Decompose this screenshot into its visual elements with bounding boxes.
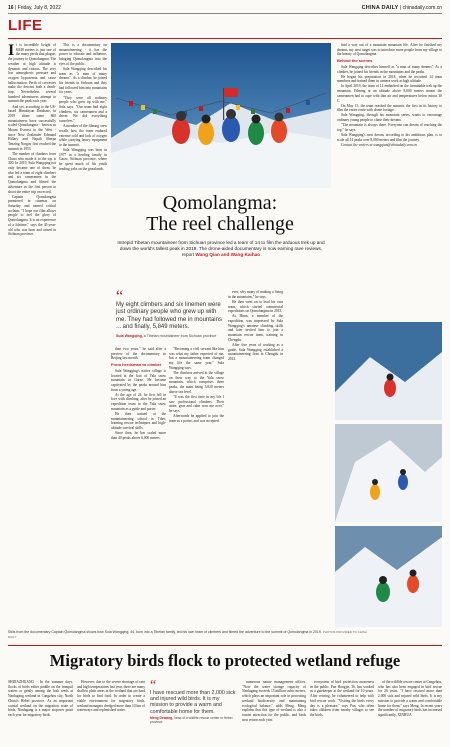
article-paragraph: Sula Wangqing's native village is located at the foot of Yala snow mountain in Garze. He became captivated by the peaks around him from a young age. bbox=[111, 368, 166, 392]
article-paragraph: And yet, according to the US-based Himalayan Database, in 2019 alone some 800 mountaineers have successfully scaled Qomolangma - known as Mount Everest in the West - since New Zealander Edmund Hillary and Nepali Sherpa Tenzing Norgay first reached the summit in 1953. bbox=[8, 104, 56, 151]
second-column-2 bbox=[77, 680, 145, 746]
page-header bbox=[8, 3, 442, 13]
quote-role: head of a wildlife rescue center in Hebei province bbox=[150, 715, 233, 724]
quote-attribution bbox=[150, 716, 238, 724]
article-paragraph: numerous nature management offices. "Now the water storage capacity of Nanlugang exceeds 15 million cubic meters, which plays an important role in protecting wetland biodiversity and maintaining ecological balance," adds Meng. Meng explains that this type of wetland is also a tourist attraction for the public, and birds now return each year. bbox=[242, 680, 306, 722]
quote-text: I have rescued more than 2,000 sick and injured wild birds. It is my mission to provide a warm and comfortable home for them. bbox=[150, 690, 236, 715]
article-paragraph: "The mountain is always there. Everyone can dream of reaching the top," he says. bbox=[337, 123, 442, 132]
page-date: Friday, July 8, 2022 bbox=[17, 5, 61, 11]
page-info: 16 | Friday, July 8, 2022 bbox=[8, 5, 61, 11]
quote-mark-icon: “ bbox=[116, 288, 124, 305]
article-paragraph: He then went on to lead his own team, which started commercial expeditions on Qomolangma in 2013. bbox=[228, 299, 283, 314]
article-paragraph: Afterwards he applied to join the team as a porter, and was accepted. bbox=[169, 414, 224, 423]
header-rule bbox=[8, 13, 442, 14]
article-column-6 bbox=[337, 43, 442, 319]
story-divider bbox=[8, 645, 442, 646]
section-title: LIFE bbox=[8, 17, 43, 34]
article-paragraph: He began his preparation in 2018, when he recruited 14 team members and trained them in camera work at high altitude. bbox=[337, 74, 442, 84]
headline-line-2: The reel challenge bbox=[146, 213, 294, 235]
article-paragraph: SHIJIAZHUANG - In the summer days, flocks of birds either paddle on the tranquil waters or gently among the lush reeds at Nanlugang wetland in Cangzhou city, North China's Hebei province. As an important coastal wetland on the migration route of birds, Nanlugang is a major stopover point each year for migratory birds. bbox=[8, 680, 73, 717]
quote-attribution bbox=[116, 334, 226, 338]
article-paragraph: ecosystem of bird protection awareness in the public. Pan Hongjie, 36, has worked as a gatekeeper at the wetland for 10 years. After retiring, he volunteered to help with bird rescue work. "Visiting the birds every day is a pleasure," says Pan, who often takes children from nearby villages to see the birds. bbox=[310, 680, 374, 717]
climb-photo-1 bbox=[335, 322, 442, 420]
article-paragraph: In April 2019, the team of 14 embarked on the formidable trek up the mountain. Filming at an altitude above 8,000 meters meant the cameramen had to cope with thin air and temperatures below minus 30 C. bbox=[337, 84, 442, 103]
climb-photo-2 bbox=[335, 424, 442, 522]
second-column-4 bbox=[310, 680, 374, 746]
quote-name: Meng Dewang, bbox=[150, 715, 174, 720]
climb-photo-3 bbox=[335, 526, 442, 627]
writer-contact: Contact the writers at wangqian@chinadaily.com.cn bbox=[341, 142, 417, 147]
article-paragraph: A member of the filming crew recalls how the team endured extreme cold and lack of oxygen while carrying heavy equipment to the summit. bbox=[59, 124, 107, 147]
article-paragraph: find a way out of a mountain mountain life. After he finished my dreams, my next target was to introduce more people from my village to the beauty of Qomolangma. bbox=[337, 43, 442, 57]
second-headline: Migratory birds flock to protected wetland refuge bbox=[49, 651, 401, 670]
article-paragraph: However, due to the severe shortage of rain and high temperatures last year, there are many shallow plain areas in the wetland that are hard for birds to find food. In order to create a viable environment for migratory birds, wetland managers dredged more than 10 km of waterways and replenished water. bbox=[77, 680, 145, 713]
subhead: From herdsman to climber bbox=[111, 362, 162, 368]
article-paragraph: Sula Wangqing described his team as "a man of many dreams". As a climber, he joined his friends in Sichuan and they had followed him into mountains for years. bbox=[59, 66, 107, 95]
deck-text: Intrepid Tibetan mountaineer from Sichuan province led a team of 14 to film the arduous trek up and down the world's tallest peak in 2019. The drone-aided documentary is now earning rave reviews, report bbox=[117, 240, 325, 257]
article-paragraph: Since then, he has scaled more than 40 peaks above 6,000 meters. bbox=[111, 431, 166, 440]
deck-authors: Wang Qian and Wang Kaihao bbox=[195, 252, 261, 257]
quote-text: My eight climbers and six linemen were just ordinary people who grew up with me. They had followed me in mountains ... and finally, 5,849 meters. bbox=[116, 302, 222, 331]
summit-photo bbox=[111, 43, 331, 188]
feature-headline bbox=[120, 193, 320, 235]
article-paragraph: At the age of 24, he first fell in love with climbing, after he joined an expedition team to the Yala snow mountain as a guide and porter. bbox=[111, 392, 166, 411]
climb-photo-stack bbox=[335, 322, 442, 627]
article-paragraph: Sula Wangqing's next dream, according to his ambitious plan, is to scale all 14 peaks over 8,000 meters and film the journey. bbox=[337, 133, 442, 142]
article-paragraph: After five years of working as a guide, Sula Wangqing established a mountaineering firm in Chengdu in 2012. bbox=[228, 342, 283, 362]
quote-role: a Tibetan mountaineer from Sichuan province bbox=[143, 333, 217, 338]
website: chinadaily.com.cn bbox=[402, 5, 442, 11]
drop-cap: I bbox=[8, 43, 15, 59]
article-paragraph: The number of climbers from China who made it to the top is 300. In 2019, Sula Wangqing not only became one of them, he also led a team of eight climbers and six cameramen in the Qomolangma and filmed the adventure as the first person to shoot the entire trip on record. bbox=[8, 151, 56, 194]
article-paragraph: of the wildlife rescue center at Cangzhou, who has also been engaged in bird rescue for 26 years. "I have rescued more than 2,000 sick and injured wild birds. It is my mission to provide a warm and comfortable home for them," says Meng. In recent years the number of migratory birds has increased significantly. XINHUA bbox=[378, 680, 442, 717]
masthead: CHINA DAILY | chinadaily.com.cn bbox=[361, 5, 442, 11]
article-paragraph: Sula Wangqing describes himself as "a man of many dreams". As a climber, he joined his friends in the mountains and the peaks. bbox=[337, 64, 442, 74]
second-column-5 bbox=[378, 680, 442, 746]
photo-credit: PHOTOS PROVIDED TO CHINA DAILY bbox=[8, 630, 367, 639]
article-paragraph: As Hima, a member of the expedition, was impressed by Sula Wangqing's amateur climbing skills and later invited him to join a mountain rescue team, training in Chengdu. bbox=[228, 314, 283, 342]
headline-line-1: Qomolangma: bbox=[162, 192, 278, 214]
article-paragraph: "They were all ordinary people who grew up with me," Sula says. "Our team had eight climbers, six cameramen and a driver. We did everything ourselves." bbox=[59, 95, 107, 124]
publication-logo: CHINA DAILY bbox=[361, 5, 399, 11]
article-column-1 bbox=[8, 43, 56, 628]
article-paragraph: Sula Wangqing was born in 1977 in a herding family in Garze, Sichuan province, where he spent much of his youth tending yaks on the grasslands. bbox=[59, 148, 107, 171]
second-pull-quote bbox=[150, 678, 238, 724]
feature-deck bbox=[114, 240, 328, 258]
article-column-2 bbox=[59, 43, 107, 628]
article-paragraph: than two years," he said after a preview of the documentary in Beijing last month. bbox=[111, 347, 166, 361]
article-paragraph: The climbers arrived at the village on their way to the Yala snow mountain, which comprises three peaks, the main being 5,820 meters above sea level. bbox=[169, 370, 224, 394]
page-number: 16 bbox=[8, 5, 14, 11]
section-rule bbox=[8, 38, 442, 39]
photo-caption bbox=[8, 630, 368, 639]
second-column-3 bbox=[242, 680, 306, 746]
article-paragraph: t is incredible height of 8,848 meters is just one of the many perils that plague, the journey to Qomolangma. The weather at high altitude is dynamic and riotous. The very low atmospheric pressure and oxygen hypoxemia and cause hallucination. Perils of crevasses make the descent both a death-trap. Nevertheless several hundred adventurers attempt to summit the peak each year. bbox=[8, 43, 56, 104]
article-paragraph: "It was the first time in my life I saw professional climbers. Their attire, gear and calm won me over," he says. bbox=[169, 394, 224, 413]
article-paragraph: Captain Qomolangma premiered in cinemas on Saturday and earned critical acclaim. "I hope our film allows people to feel the glory of Qomolangma. It is an experience of a lifetime," says the 45-year-old who was born and raised in Sichuan province. bbox=[8, 194, 56, 237]
subhead: Behind the scenes bbox=[337, 58, 373, 64]
caption-text: Stills from the documentary Captain Qomolangma shows how Sula Wangqing, 44, born into a Tibetan family, led his own team of climbers and filmed the adventure to the summit of Qomolangma in 2019. bbox=[8, 630, 322, 634]
article-column-5 bbox=[228, 290, 283, 627]
second-column-1 bbox=[8, 680, 73, 746]
article-column-3 bbox=[111, 347, 166, 627]
article-column-4 bbox=[169, 347, 224, 627]
pull-quote bbox=[116, 288, 226, 338]
article-paragraph: On May 15, the team reached the summit, the first in its history to film the entire route with drone footage. bbox=[337, 103, 442, 113]
article-paragraph: He then trained at the mountaineering school in Tibet, learning rescue techniques and high-altitude survival skills. bbox=[111, 411, 166, 431]
article-paragraph: "Becoming a civil servant like him was what my father expected of me, but a mountaineering team changed my life the same year," Sula Wangqing says. bbox=[169, 347, 224, 370]
article-paragraph: ever, why many of making a living in the mountains," he says. bbox=[228, 290, 283, 299]
article-paragraph: Sula Wangqing, through his mountain series, wants to encourage ordinary young people to chase their dreams. bbox=[337, 113, 442, 123]
article-paragraph: This is a documentary on mountaineering - it has the power to educate and influence, bringing Qomolangma into the eyes of the public. bbox=[59, 43, 107, 66]
quote-name: Sula Wangqing, bbox=[116, 333, 143, 338]
quote-mark-icon: “ bbox=[150, 678, 157, 693]
